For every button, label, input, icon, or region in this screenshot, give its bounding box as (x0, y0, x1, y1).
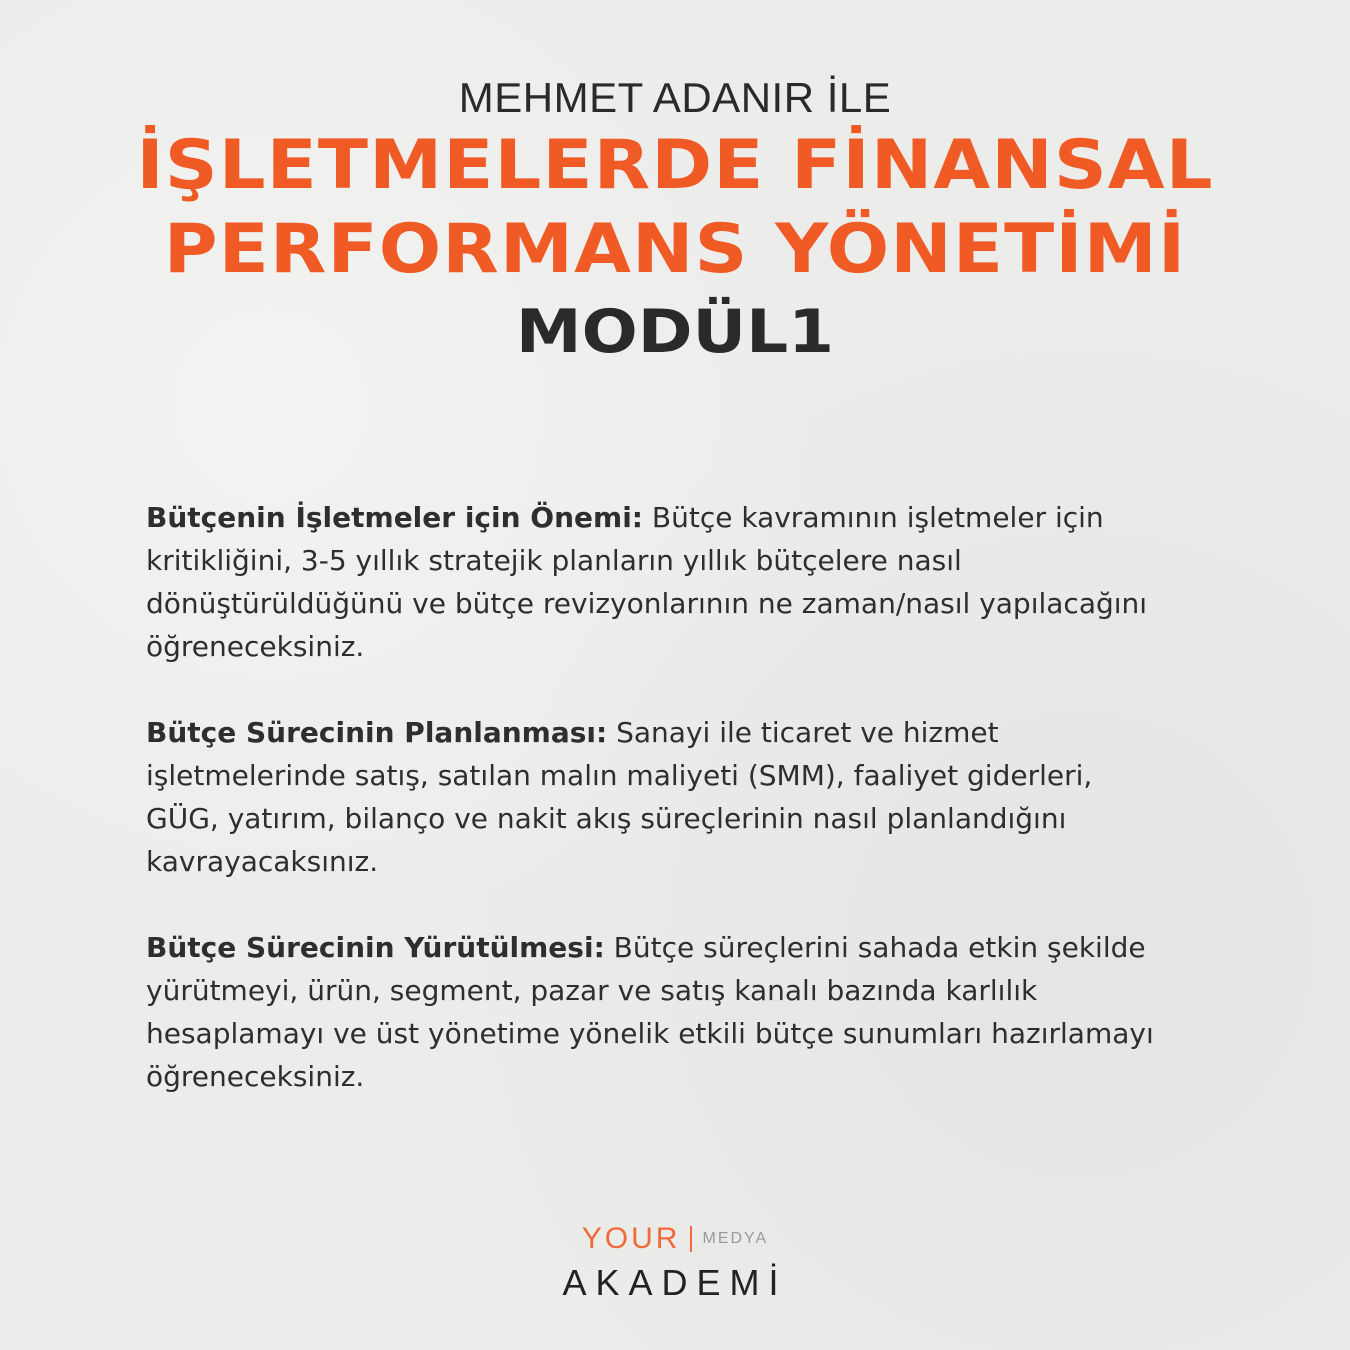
brand-divider (690, 1226, 692, 1252)
section-heading: Bütçenin İşletmeler için Önemi: (146, 501, 643, 534)
section-body: Sanayi ile ticaret ve hizmet işletmelerinde satış, satılan malın maliyeti (SMM), faaliyet giderleri, GÜG, yatırım, bilanço ve nakit akış süreçlerinin nasıl planlandığını kavrayacaksınız. (146, 716, 1093, 878)
section-body: Bütçe süreçlerini sahada etkin şekilde yürütmeyi, ürün, segment, pazar ve satış kanalı bazında karlılık hesaplamayı ve üst yönetime yönelik etkili bütçe sunumları hazırlamayı öğreneceksiniz. (146, 931, 1154, 1093)
section-heading: Bütçe Sürecinin Planlanması: (146, 716, 608, 749)
brand-row (582, 1222, 768, 1256)
brand-akademi: AKADEMİ (562, 1262, 788, 1303)
section-budget-importance (146, 496, 1156, 668)
section-budget-planning (146, 711, 1156, 883)
course-title-line2: PERFORMANS YÖNETİMİ (163, 210, 1187, 289)
section-budget-execution (146, 926, 1156, 1098)
content (146, 496, 1156, 1141)
brand-your: YOUR (581, 1222, 681, 1255)
section-heading: Bütçe Sürecinin Yürütülmesi: (146, 931, 605, 964)
header (0, 72, 1350, 372)
section-body: Bütçe kavramının işletmeler için kritikliğini, 3-5 yıllık stratejik planların yıllık bütçelere nasıl dönüştürüldüğünü ve bütçe revizyonlarının ne zaman/nasıl yapılacağını öğreneceksiniz. (146, 501, 1148, 663)
brand-medya: MEDYA (702, 1230, 769, 1247)
instructor-subtitle: MEHMET ADANIR İLE (458, 74, 892, 121)
course-title-line1: İŞLETMELERDE FİNANSAL (136, 126, 1214, 205)
module-label: MODÜL1 (515, 297, 835, 367)
brand-logo (0, 1222, 1350, 1304)
